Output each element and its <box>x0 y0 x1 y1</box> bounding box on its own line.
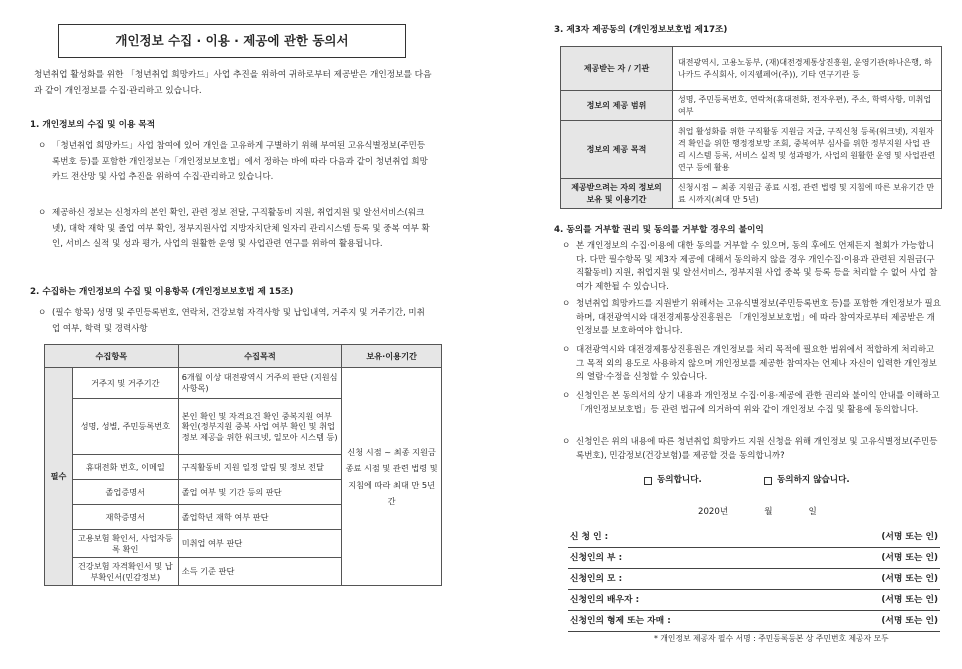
row-purpose: 미취업 여부 판단 <box>178 530 342 558</box>
row-purpose: 졸업 여부 및 기간 등의 판단 <box>178 480 342 505</box>
agree-option[interactable] <box>644 474 702 487</box>
section4-item-3: ㅇ 대전광역시와 대전경제통상진흥원은 개인정보를 처리 목적에 필요한 범위에서 적합하게 처리하고 그 목적 외의 용도로 사용하지 않으며 개인정보를 제공한 참여자는 언제나 자신이 입력한 개인정보의 열람·수정을 신청할 수 있습니다. <box>562 345 937 383</box>
signature-label: 신청인의 형제 또는 자매 : <box>570 616 671 627</box>
signature-label: 신청인의 모 : <box>570 574 623 585</box>
row-item: 거주지 및 거주기간 <box>72 368 178 399</box>
row-purpose: 구직활동비 지원 일정 알림 및 정보 전달 <box>178 455 342 480</box>
row-item: 성명, 성별, 주민등록번호 <box>72 399 178 455</box>
signature-label: 신청인의 배우자 : <box>570 595 640 606</box>
section4-item-4: ㅇ 신청인은 본 동의서의 상기 내용과 개인정보 수집·이용·제공에 관한 권리와 불이익 안내를 이해하고「개인정보보호법」등 관련 법규에 의거하여 위와 같이 개인정보 수집 및 활용에 동의합니다. <box>562 391 940 415</box>
signature-mark: (서명 또는 인) <box>881 574 938 585</box>
table-row <box>561 91 942 121</box>
row-value: 성명, 주민등록번호, 연락처(휴대전화, 전자우편), 주소, 학력사항, 미취업 여부 <box>673 91 942 121</box>
date-day: 일 <box>808 507 817 517</box>
document-title: 개인정보 수집 · 이용 · 제공에 관한 동의서 <box>58 24 406 58</box>
third-party-table <box>560 46 942 209</box>
signature-mark: (서명 또는 인) <box>881 595 938 606</box>
row-value: 신청시점 ~ 최종 지원금 종료 시점, 관련 법령 및 지침에 따른 보유기간 만료 시까지(최대 만 5년) <box>673 179 942 209</box>
signature-label: 신 청 인 : <box>570 532 609 543</box>
row-item: 재학증명서 <box>72 505 178 530</box>
signature-row-sibling[interactable] <box>568 613 940 632</box>
signature-mark: (서명 또는 인) <box>881 532 938 543</box>
signature-row-spouse[interactable] <box>568 592 940 611</box>
signature-mark: (서명 또는 인) <box>881 553 938 564</box>
retention-period: 신청 시점 ~ 최종 지원금 종료 시점 및 관련 법령 및 지침에 따라 최대 만 5년간 <box>342 368 442 586</box>
row-purpose: 본인 확인 및 자격요건 확인 중복지원 여부 확인(정부지원 중복 사업 여부 확인 및 취업정보 제공을 위한 워크넷, 일모아 시스템 등) <box>178 399 342 455</box>
row-item: 고용보험 확인서, 사업자등록 확인 <box>72 530 178 558</box>
row-label: 제공받으려는 자의 정보의 보유 및 이용기간 <box>561 179 673 209</box>
row-value: 대전광역시, 고용노동부, (재)대전경제통상진흥원, 운영기관(하나은행, 하나카드 주식회사, 이지웰페어(주)), 기타 연구기관 등 <box>673 47 942 91</box>
intro-text: 청년취업 활성화를 위한 「청년취업 희망카드」사업 추진을 위하여 귀하로부터 제공받은 개인정보를 다음과 같이 개인정보를 수집·관리하고 있습니다. <box>34 70 432 96</box>
disagree-option[interactable] <box>764 474 850 487</box>
section3-heading: 3. 제3자 제공동의 (개인정보보호법 제17조) <box>554 25 728 35</box>
section1-item-1: ㅇ 「청년취업 희망카드」사업 참여에 있어 개인을 고유하게 구별하기 위해 부여된 고유식별정보(주민등록번호 등)를 포함한 개인정보는「개인정보보호법」에서 정하는 바에 따라 다음과 같이 청년취업 희망카드 전산망 및 사업 추진을 위하여 수집·관리하고 있습니다. <box>38 141 428 183</box>
date-line <box>698 506 817 519</box>
required-label: 필수 <box>45 368 73 586</box>
table-header-row <box>45 345 442 368</box>
header-item: 수집항목 <box>45 345 179 368</box>
table-row <box>561 121 942 179</box>
row-label: 정보의 제공 범위 <box>561 91 673 121</box>
section1-heading: 1. 개인정보의 수집 및 이용 목적 <box>30 120 156 130</box>
table-row <box>561 179 942 209</box>
table-row <box>561 47 942 91</box>
row-label: 정보의 제공 목적 <box>561 121 673 179</box>
row-value: 취업 활성화를 위한 구직활동 지원금 지급, 구직신청 등록(워크넷), 지원자격 확인을 위한 행정정보망 조회, 중복여부 심사를 위한 정부지원 사업 관리 시스템 등록, 서비스 실적 및 성과평가, 사업의 원활한 운영 및 사업관련 연구 등에 활용 <box>673 121 942 179</box>
table-row <box>45 368 442 399</box>
section2-item: ㅇ (필수 항목) 성명 및 주민등록번호, 연락처, 건강보험 자격사항 및 납입내역, 거주지 및 거주기간, 미취업 여부, 학력 및 경력사항 <box>38 308 425 334</box>
section4-heading: 4. 동의를 거부할 권리 및 동의를 거부할 경우의 불이익 <box>554 225 764 235</box>
row-item: 건강보험 자격확인서 및 납부확인서(민감정보) <box>72 558 178 586</box>
row-purpose: 소득 기준 판단 <box>178 558 342 586</box>
disagree-label: 동의하지 않습니다. <box>777 475 850 485</box>
section2-heading: 2. 수집하는 개인정보의 수집 및 이용항목 (개인정보보호법 제 15조) <box>30 287 294 297</box>
disagree-checkbox[interactable] <box>764 477 772 485</box>
signature-row-father[interactable] <box>568 550 940 569</box>
row-item: 휴대전화 번호, 이메일 <box>72 455 178 480</box>
header-purpose: 수집목적 <box>178 345 342 368</box>
date-month: 월 <box>764 507 773 517</box>
agree-label: 동의합니다. <box>657 475 702 485</box>
signature-row-mother[interactable] <box>568 571 940 590</box>
signature-label: 신청인의 부 : <box>570 553 623 564</box>
row-label: 제공받는 자 / 기관 <box>561 47 673 91</box>
agree-checkbox[interactable] <box>644 477 652 485</box>
signature-row-applicant[interactable] <box>568 529 940 548</box>
header-retention: 보유·이용기간 <box>342 345 442 368</box>
collection-table <box>44 344 442 586</box>
section4-item-5: ㅇ 신청인은 위의 내용에 따른 청년취업 희망카드 지원 신청을 위해 개인정보 및 고유식별정보(주민등록번호), 민감정보(건강보험)를 제공할 것을 동의합니까? <box>562 437 938 461</box>
section4-item-1: ㅇ 본 개인정보의 수집·이용에 대한 동의를 거부할 수 있으며, 동의 후에도 언제든지 철회가 가능합니다. 다만 필수항목 및 제3자 제공에 대해서 동의하지 않을 경우 개인수집·이용과 관련된 지원금(구직활동비) 지원, 취업지원 및 알선서비스, 정부지원 사업 중복 및 등록 등을 처리할 수 없어 사업 참여가 제한될 수 있습니다. <box>562 241 938 292</box>
row-item: 졸업증명서 <box>72 480 178 505</box>
row-purpose: 6개월 이상 대전광역시 거주의 판단 (지원심사항목) <box>178 368 342 399</box>
section1-item-2: ㅇ 제공하신 정보는 신청자의 본인 확인, 관련 정보 전달, 구직활동비 지원, 취업지원 및 알선서비스(워크넷), 대학 재학 및 졸업 여부 확인, 정부지원사업 지방자치단체 일자리 관리시스템 등록 및 중복 여부 확인, 서비스 실적 및 성과 평가, 사업의 원활한 운영 및 사업관련 연구를 위하여 활용됩니다. <box>38 208 430 250</box>
signature-mark: (서명 또는 인) <box>881 616 938 627</box>
footnote: * 개인정보 제공자 필수 서명 : 주민등록등본 상 주민번호 제공자 모두 <box>654 634 889 643</box>
row-purpose: 졸업학년 재학 여부 판단 <box>178 505 342 530</box>
date-year: 2020년 <box>698 507 729 517</box>
section4-item-2: ㅇ 청년취업 희망카드를 지원받기 위해서는 고유식별정보(주민등록번호 등)를 포함한 개인정보가 필요하며, 대전광역시와 대전경제통상진흥원은 「개인정보보호법」에 따라 참여자로부터 제공받은 개인정보를 보호하여야 합니다. <box>562 299 941 337</box>
